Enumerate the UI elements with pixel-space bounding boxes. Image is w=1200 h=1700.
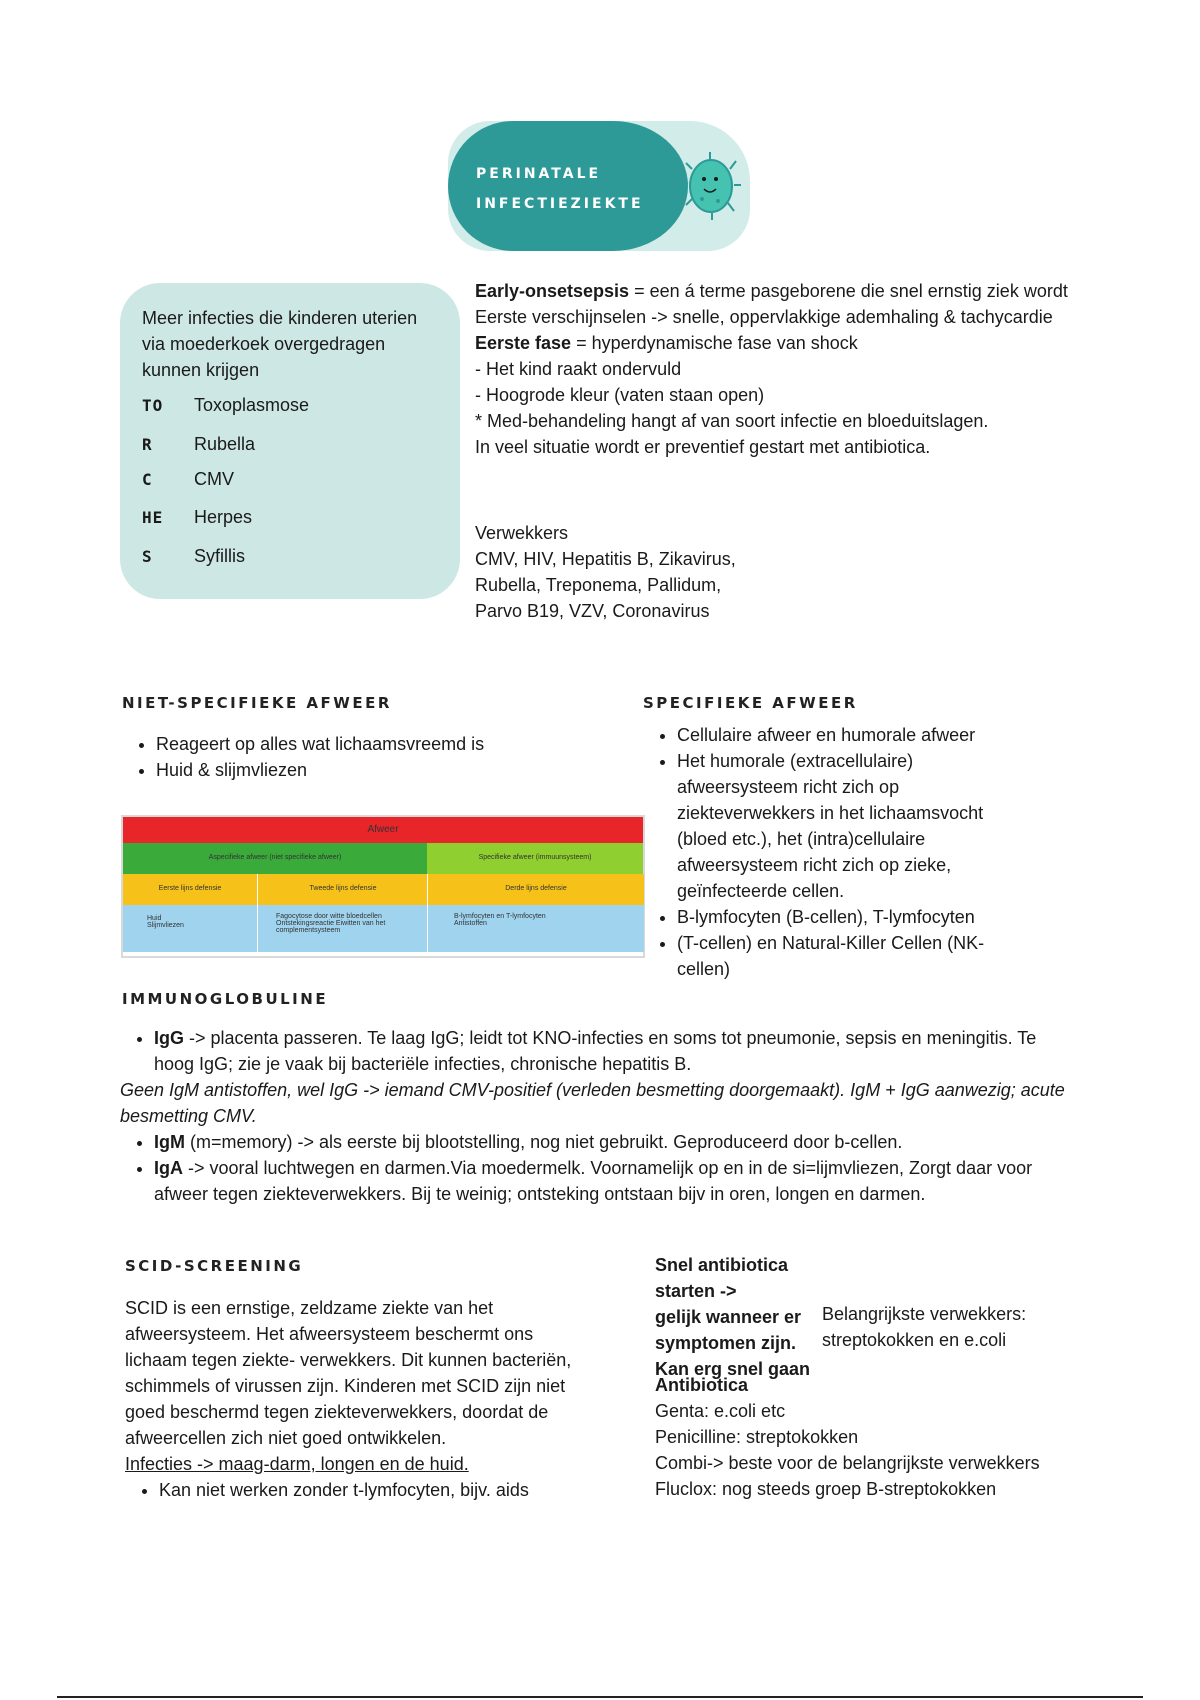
table-cell-text: B-lymfocyten en T-lymfocyten Antistoffen bbox=[454, 913, 546, 927]
antibiotica-heading: Antibiotica bbox=[655, 1375, 748, 1395]
verwekkers-note: streptokokken en e.coli bbox=[822, 1330, 1007, 1350]
sepsis-line: - Het kind raakt ondervuld bbox=[475, 359, 682, 379]
iga-text: -> vooral luchtwegen en darmen.Via moedermelk. Voornamelijk op en in de si=lijmvliezen, Zorgt daar voor afweer tegen ziekteverwekkers. Bij te weinig; ontsteking ontstaan bijv in oren, longen en darmen. bbox=[154, 1158, 1033, 1204]
verwekkers-line: Parvo B19, VZV, Coronavirus bbox=[475, 601, 710, 621]
torch-item bbox=[142, 469, 234, 490]
torch-name: Syfillis bbox=[194, 546, 246, 566]
immuno-heading: IMMUNOGLOBULINE bbox=[122, 990, 329, 1008]
sepsis-term: Early-onsetsepsis bbox=[475, 281, 630, 301]
alert-line: Kan erg snel gaan bbox=[655, 1359, 811, 1379]
igg-term: IgG bbox=[154, 1028, 184, 1048]
list-item: • (T-cellen) en Natural-Killer Cellen (NK-cellen) bbox=[677, 930, 1023, 982]
sepsis-symptoms: Eerste verschijnselen -> snelle, oppervlakkige ademhaling & tachycardie bbox=[475, 307, 1053, 327]
antibiotica-list bbox=[655, 1372, 1135, 1502]
torch-item bbox=[142, 546, 245, 567]
immuno-italic-text: Geen IgM antistoffen, wel IgG -> iemand CMV-positief (verleden besmetting doorgemaakt). IgM + IgG aanwezig; acute besmetting CMV. bbox=[120, 1080, 1065, 1126]
verwekkers-line: CMV, HIV, Hepatitis B, Zikavirus, bbox=[475, 549, 736, 569]
scid-block bbox=[125, 1295, 600, 1503]
table-cell bbox=[123, 843, 427, 874]
list-item: • Reageert op alles wat lichaamsvreemd is bbox=[156, 731, 642, 757]
scid-infections: Infecties -> maag-darm, longen en de huid. bbox=[125, 1454, 469, 1474]
table-cell bbox=[427, 874, 644, 905]
torch-name: CMV bbox=[194, 469, 234, 489]
igm-term: IgM bbox=[154, 1132, 185, 1152]
list-item: • Huid & slijmvliezen bbox=[156, 757, 642, 783]
list-item: • Cellulaire afweer en humorale afweer bbox=[677, 722, 1023, 748]
igg-text: -> placenta passeren. Te laag IgG; leidt tot KNO-infecties en soms tot pneumonie, sepsis en meningitis. Te hoog IgG; zie je vaak bij bacteriële infecties, chronische hepatitis B. bbox=[154, 1028, 1037, 1074]
list-item bbox=[154, 1129, 1070, 1155]
torch-name: Herpes bbox=[194, 507, 253, 527]
table-cell-text: Eerste lijns defensie bbox=[158, 885, 222, 892]
table-cell bbox=[257, 905, 428, 952]
table-cell bbox=[123, 905, 257, 952]
alert-line: gelijk wanneer er bbox=[655, 1307, 802, 1327]
list-item: • Het humorale (extracellulaire) afweersysteem richt zich op ziekteverwekkers in het lichaamsvocht (bloed etc.), het (intra)cellulaire afweersysteem richt zich op zieke, geïnfecteerde cellen. bbox=[677, 748, 1023, 904]
table-cell-text: Tweede lijns defensie bbox=[309, 885, 377, 892]
torch-abbr: TO bbox=[142, 396, 164, 415]
torch-intro: Meer infecties die kinderen uterien via moederkoek overgedragen kunnen krijgen bbox=[142, 308, 418, 380]
list-item bbox=[154, 1025, 1070, 1077]
table-header: Afweer bbox=[367, 824, 399, 835]
verwekkers-line: Rubella, Treponema, Pallidum, bbox=[475, 575, 722, 595]
title-badge bbox=[448, 121, 750, 251]
torch-abbr: HE bbox=[142, 508, 164, 527]
list-item: • B-lymfocyten (B-cellen), T-lymfocyten bbox=[677, 904, 1023, 930]
sepsis-def bbox=[475, 278, 1135, 304]
specifiek-heading: SPECIFIEKE AFWEER bbox=[643, 694, 858, 712]
specifiek-list bbox=[643, 722, 1023, 982]
table-cell bbox=[257, 874, 428, 905]
page-title bbox=[476, 159, 644, 219]
antibiotica-line: Penicilline: streptokokken bbox=[655, 1427, 859, 1447]
afweer-table bbox=[121, 815, 645, 958]
sepsis-def-text: = een á terme pasgeborene die snel ernstig ziek wordt bbox=[629, 281, 1068, 301]
sepsis-block bbox=[475, 278, 1135, 460]
iga-term: IgA bbox=[154, 1158, 183, 1178]
torch-name: Toxoplasmose bbox=[194, 395, 310, 415]
antibiotica-line: Combi-> beste voor de belangrijkste verwekkers bbox=[655, 1453, 1040, 1473]
scid-heading: SCID-SCREENING bbox=[125, 1257, 304, 1275]
verwekkers-block bbox=[475, 520, 895, 624]
torch-item bbox=[142, 507, 252, 528]
niet-specifiek-list bbox=[122, 731, 642, 783]
torch-abbr: R bbox=[142, 435, 153, 454]
alert-line: symptomen zijn. bbox=[655, 1333, 797, 1353]
torch-item bbox=[142, 434, 255, 455]
niet-specifiek-heading: NIET-SPECIFIEKE AFWEER bbox=[122, 694, 392, 712]
alert-line: Snel antibiotica starten -> bbox=[655, 1255, 789, 1301]
verwekkers-heading: Verwekkers bbox=[475, 523, 569, 543]
torch-abbr: C bbox=[142, 470, 153, 489]
sepsis-phase bbox=[475, 330, 1135, 356]
immuno-italic bbox=[120, 1077, 1070, 1129]
table-cell bbox=[427, 843, 643, 874]
torch-item bbox=[142, 395, 309, 416]
table-cell-text: Aspecifieke afweer (niet specifieke afweer) bbox=[208, 854, 342, 861]
table-cell-text: Fagocytose door witte bloedcellen Ontstekingsreactie Eiwitten van het complementsysteem bbox=[276, 913, 386, 934]
table-cell bbox=[427, 905, 644, 952]
title-line-1: PERINATALE bbox=[476, 166, 602, 182]
table-header-row bbox=[123, 817, 643, 843]
antibiotica-alert bbox=[655, 1252, 845, 1382]
table-cell-text: Derde lijns defensie bbox=[505, 885, 567, 892]
sepsis-line: In veel situatie wordt er preventief gestart met antibiotica. bbox=[475, 437, 931, 457]
bacteria-icon bbox=[682, 151, 742, 221]
title-line-2: INFECTIEZIEKTE bbox=[476, 196, 644, 212]
sepsis-line: * Med-behandeling hangt af van soort infectie en bloeduitslagen. bbox=[475, 411, 989, 431]
scid-text: SCID is een ernstige, zeldzame ziekte van het afweersysteem. Het afweersysteem beschermt ons lichaam tegen ziekte- verwekkers. Dit kunnen bacteriën, schimmels of virussen zijn. Kinderen met SCID zijn niet goed beschermd tegen ziekteverwekkers, doordat de afweercellen zich niet goed ontwikkelen. bbox=[125, 1298, 572, 1448]
sepsis-line: - Hoogrode kleur (vaten staan open) bbox=[475, 385, 765, 405]
phase-term: Eerste fase bbox=[475, 333, 572, 353]
igm-text: (m=memory) -> als eerste bij blootstelling, nog niet gebruikt. Geproduceerd door b-cellen. bbox=[185, 1132, 903, 1152]
table-cell-text: Huid Slijmvliezen bbox=[147, 915, 184, 929]
antibiotica-line: Fluclox: nog steeds groep B-streptokokken bbox=[655, 1479, 997, 1499]
immuno-block bbox=[120, 1025, 1070, 1207]
table-cell bbox=[123, 874, 257, 905]
torch-abbr: S bbox=[142, 547, 153, 566]
list-item: • Kan niet werken zonder t-lymfocyten, bijv. aids bbox=[159, 1477, 600, 1503]
bottom-divider bbox=[57, 1696, 1143, 1698]
antibiotica-line: Genta: e.coli etc bbox=[655, 1401, 786, 1421]
phase-def: = hyperdynamische fase van shock bbox=[571, 333, 858, 353]
antibiotica-verwekkers bbox=[822, 1301, 1122, 1353]
torch-name: Rubella bbox=[194, 434, 256, 454]
torch-box bbox=[120, 283, 460, 599]
verwekkers-note: Belangrijkste verwekkers: bbox=[822, 1304, 1027, 1324]
table-cell-text: Specifieke afweer (immuunsysteem) bbox=[478, 854, 592, 861]
list-item bbox=[154, 1155, 1070, 1207]
